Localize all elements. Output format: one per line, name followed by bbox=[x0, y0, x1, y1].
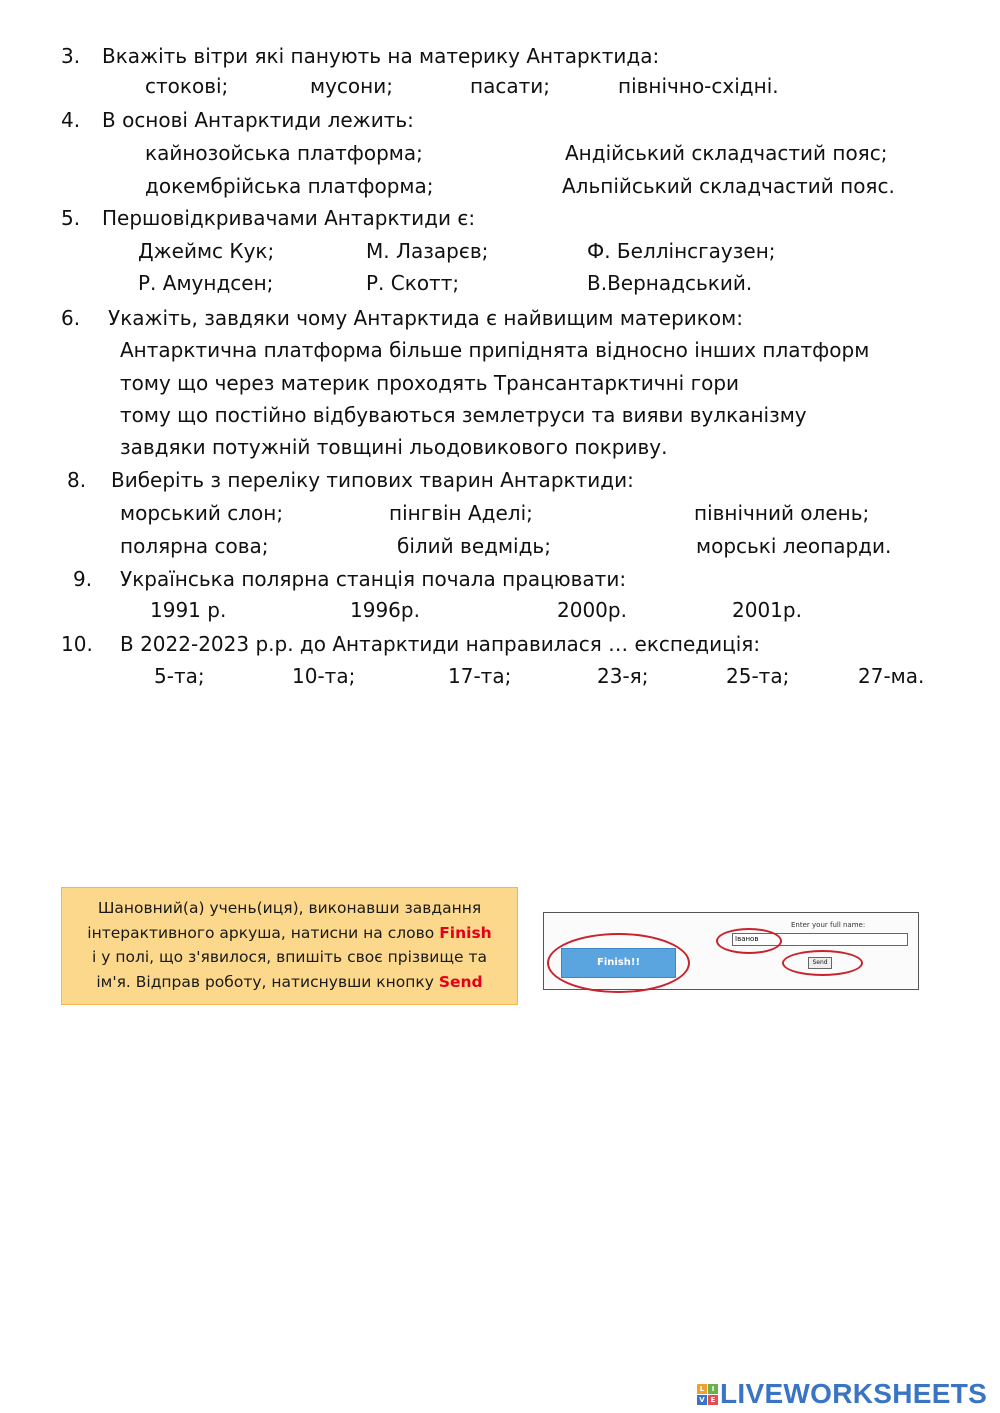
logo-letter: I bbox=[708, 1384, 718, 1394]
instruction-box bbox=[61, 887, 518, 1005]
q4-number: 4. bbox=[61, 108, 81, 132]
instruction-line: і у полі, що з'явилося, впишіть своє прізвище та bbox=[92, 948, 487, 966]
highlight-circle bbox=[716, 928, 782, 954]
q4-option[interactable]: Альпійський складчастий пояс. bbox=[562, 174, 895, 198]
instruction-line bbox=[62, 970, 517, 995]
q4-option[interactable]: Андійський складчастий пояс; bbox=[565, 141, 888, 165]
highlight-circle bbox=[782, 950, 863, 976]
instruction-line bbox=[62, 921, 517, 946]
q5-option[interactable]: В.Вернадський. bbox=[587, 271, 753, 295]
instruction-line: Шановний(а) учень(иця), виконавши завдання bbox=[97, 899, 482, 917]
logo-icon bbox=[697, 1384, 718, 1405]
q5-number: 5. bbox=[61, 206, 81, 230]
q8-option[interactable]: білий ведмідь; bbox=[397, 534, 551, 558]
q8-option[interactable]: морські леопарди. bbox=[696, 534, 892, 558]
q9-number: 9. bbox=[73, 567, 93, 591]
instruction-text: інтерактивного аркуша, натисни на слово bbox=[87, 923, 440, 942]
q8-option[interactable]: північний олень; bbox=[694, 501, 870, 525]
example-finish-button: Finish!! bbox=[561, 948, 676, 978]
q9-option[interactable]: 2001р. bbox=[732, 598, 802, 622]
q8-number: 8. bbox=[67, 468, 87, 492]
q8-text: Виберіть з переліку типових тварин Антарктиди: bbox=[111, 468, 634, 492]
q4-option[interactable]: кайнозойська платформа; bbox=[145, 141, 423, 165]
q9-option[interactable]: 1991 р. bbox=[150, 598, 227, 622]
q4-text: В основі Антарктиди лежить: bbox=[102, 108, 414, 132]
liveworksheets-logo bbox=[697, 1378, 987, 1410]
q3-option[interactable]: стокові; bbox=[145, 74, 229, 98]
q3-text: Вкажіть вітри які панують на материку Антарктида: bbox=[102, 44, 660, 68]
q9-text: Українська полярна станція почала працювати: bbox=[120, 567, 627, 591]
q9-option[interactable]: 1996р. bbox=[350, 598, 420, 622]
q10-option[interactable]: 5-та; bbox=[154, 664, 205, 688]
q6-option[interactable]: тому що через материк проходять Трансантарктичні гори bbox=[120, 371, 740, 395]
example-name-field: Іванов bbox=[732, 933, 908, 946]
q6-text: Укажіть, завдяки чому Антарктида є найвищим материком: bbox=[108, 306, 743, 330]
q6-option[interactable]: завдяки потужній товщині льодовикового покриву. bbox=[120, 435, 668, 459]
send-word: Send bbox=[438, 972, 483, 991]
q5-option[interactable]: М. Лазарєв; bbox=[366, 239, 489, 263]
q5-text: Першовідкривачами Антарктиди є: bbox=[102, 206, 476, 230]
q8-option[interactable]: морський слон; bbox=[120, 501, 284, 525]
logo-letter: V bbox=[697, 1395, 707, 1405]
q6-number: 6. bbox=[61, 306, 81, 330]
q10-number: 10. bbox=[61, 632, 93, 656]
q3-option[interactable]: північно-східні. bbox=[618, 74, 779, 98]
q10-option[interactable]: 17-та; bbox=[448, 664, 512, 688]
q10-option[interactable]: 23-я; bbox=[597, 664, 649, 688]
q10-text: В 2022-2023 р.р. до Антарктиди направилася … експедиція: bbox=[120, 632, 761, 656]
instruction-text: ім'я. Відправ роботу, натиснувши кнопку bbox=[96, 972, 439, 991]
q6-option[interactable]: тому що постійно відбуваються землетруси та вияви вулканізму bbox=[120, 403, 807, 427]
q3-option[interactable]: мусони; bbox=[310, 74, 393, 98]
finish-word: Finish bbox=[439, 923, 492, 942]
q5-option[interactable]: Джеймс Кук; bbox=[138, 239, 275, 263]
q5-option[interactable]: Р. Скотт; bbox=[366, 271, 460, 295]
example-send-button: Send bbox=[808, 957, 832, 969]
q4-option[interactable]: докембрійська платформа; bbox=[145, 174, 434, 198]
q8-option[interactable]: полярна сова; bbox=[120, 534, 269, 558]
q3-number: 3. bbox=[61, 44, 81, 68]
q5-option[interactable]: Р. Амундсен; bbox=[138, 271, 274, 295]
example-name-label: Enter your full name: bbox=[791, 921, 866, 929]
logo-letter: E bbox=[708, 1395, 718, 1405]
q8-option[interactable]: пінгвін Аделі; bbox=[389, 501, 533, 525]
q6-option[interactable]: Антарктична платформа більше припіднята відносно інших платформ bbox=[120, 338, 870, 362]
q5-option[interactable]: Ф. Беллінсгаузен; bbox=[587, 239, 776, 263]
highlight-circle bbox=[547, 933, 690, 993]
logo-text: LIVEWORKSHEETS bbox=[720, 1378, 988, 1409]
q10-option[interactable]: 27-ма. bbox=[858, 664, 925, 688]
example-screenshot bbox=[543, 912, 919, 990]
q10-option[interactable]: 25-та; bbox=[726, 664, 790, 688]
q10-option[interactable]: 10-та; bbox=[292, 664, 356, 688]
q9-option[interactable]: 2000р. bbox=[557, 598, 627, 622]
logo-letter: L bbox=[697, 1384, 707, 1394]
q3-option[interactable]: пасати; bbox=[470, 74, 550, 98]
